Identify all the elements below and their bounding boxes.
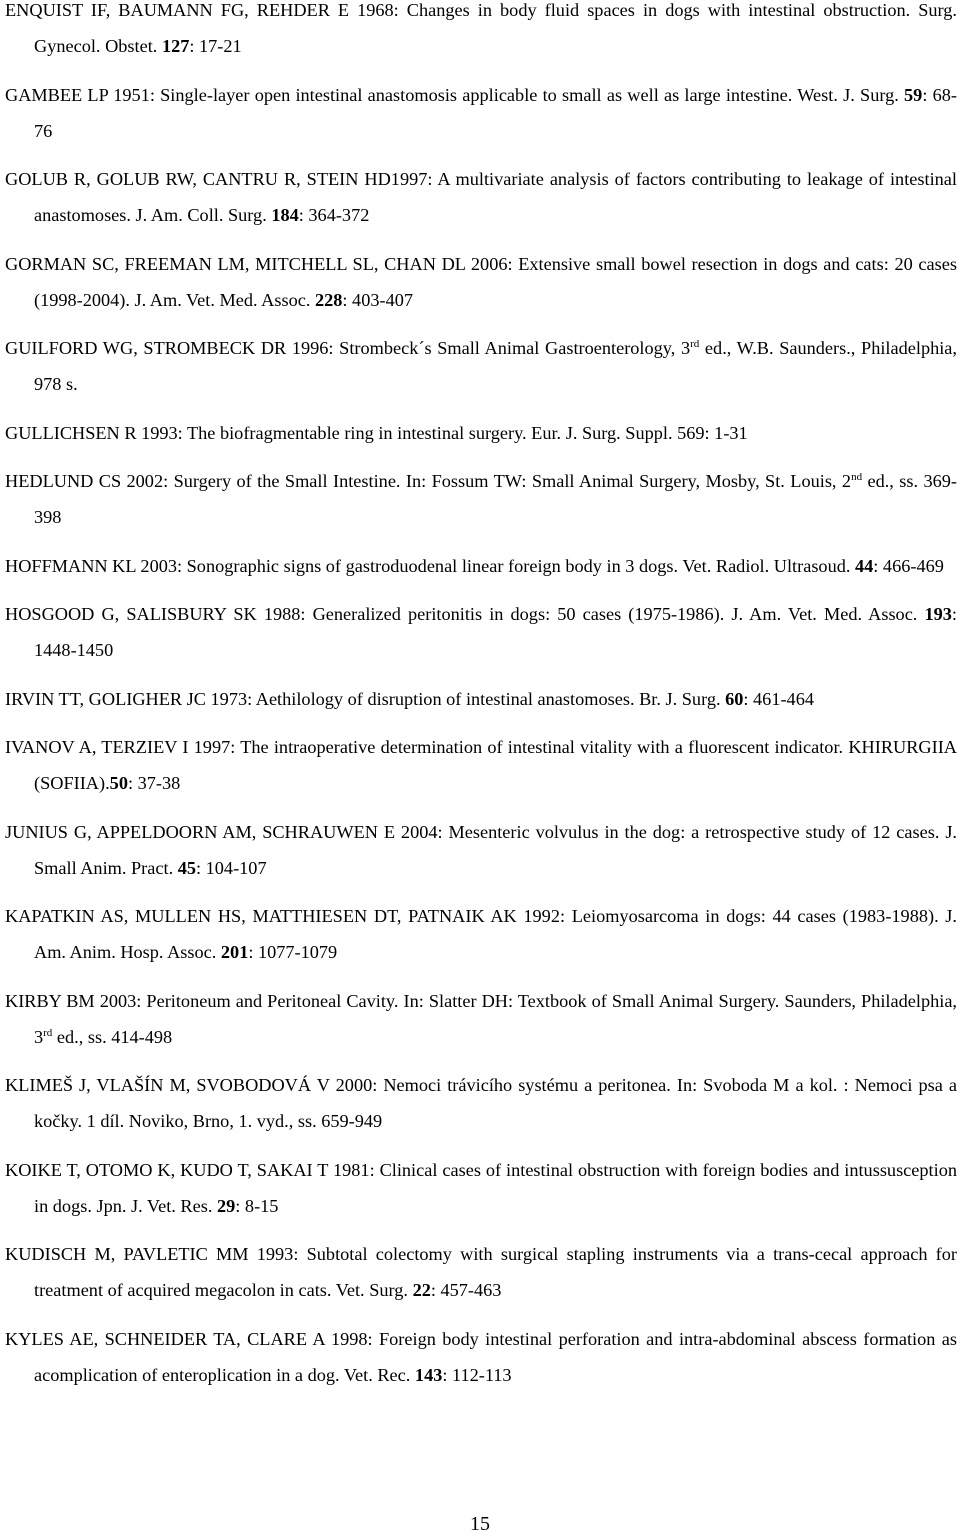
reference-volume: 127	[161, 36, 190, 56]
reference-text: IRVIN TT, GOLIGHER JC 1973: Aethilology of disruption of intestinal anastomoses. Br. J. Surg.	[5, 688, 726, 709]
reference-text: KLIMEŠ J, VLAŠÍN M, SVOBODOVÁ V 2000: Nemoci trávicího systému a peritonea. In: Svoboda M a kol. : Nemoci psa a kočky. 1 díl. Noviko, Brno, 1. vyd., ss. 659-949	[5, 1075, 957, 1131]
reference-superscript: nd	[851, 470, 863, 483]
reference-pages: : 461-464	[743, 688, 814, 709]
reference-junius	[5, 814, 957, 886]
reference-volume: 201	[220, 942, 249, 962]
reference-volume: 22	[412, 1280, 431, 1300]
reference-volume: 184	[271, 205, 299, 225]
reference-text: GUILFORD WG, STROMBECK DR 1996: Strombeck´s Small Animal Gastroenterology, 3	[5, 338, 691, 358]
reference-superscript: rd	[43, 1026, 53, 1039]
reference-pages: : 17-21	[189, 36, 242, 56]
reference-pages: : 1448-1450	[34, 604, 957, 660]
reference-text: KYLES AE, SCHNEIDER TA, CLARE A 1998: Foreign body intestinal perforation and intra-abdominal abscess formation as acomplication of enteroplication in a dog. Vet. Rec.	[5, 1328, 957, 1385]
reference-pages: : 68-76	[34, 84, 957, 141]
reference-klimes	[5, 1067, 957, 1139]
reference-hedlund	[5, 463, 957, 535]
reference-gorman	[5, 246, 957, 318]
reference-guilford	[5, 330, 957, 402]
reference-volume: 44	[855, 555, 874, 576]
reference-text-continued: ed., ss. 369-398	[34, 471, 957, 527]
reference-pages: : 104-107	[196, 857, 267, 878]
reference-gambee	[5, 77, 957, 149]
reference-text: HOFFMANN KL 2003: Sonographic signs of gastroduodenal linear foreign body in 3 dogs. Vet. Radiol. Ultrasoud.	[5, 555, 855, 576]
reference-text: KIRBY BM 2003: Peritoneum and Peritoneal Cavity. In: Slatter DH: Textbook of Small Animal Surgery. Saunders, Philadelphia, 3	[5, 990, 957, 1047]
reference-superscript: rd	[690, 337, 700, 350]
reference-volume: 193	[924, 604, 952, 624]
reference-golub	[5, 161, 957, 233]
reference-gullichsen	[5, 415, 957, 451]
reference-pages: : 364-372	[298, 205, 370, 225]
page-number: 15	[470, 1513, 490, 1535]
reference-text: KAPATKIN AS, MULLEN HS, MATTHIESEN DT, PATNAIK AK 1992: Leiomyosarcoma in dogs: 44 cases (1983-1988). J. Am. Anim. Hosp. Assoc.	[5, 906, 957, 962]
reference-kyles	[5, 1321, 957, 1393]
reference-volume: 29	[217, 1195, 236, 1216]
reference-irvin	[5, 681, 957, 717]
reference-text: ENQUIST IF, BAUMANN FG, REHDER E 1968: Changes in body fluid spaces in dogs with intestinal obstruction. Surg. Gynecol. Obstet.	[5, 0, 957, 56]
reference-kudisch	[5, 1236, 957, 1308]
reference-kirby	[5, 983, 957, 1055]
reference-text: GOLUB R, GOLUB RW, CANTRU R, STEIN HD1997: A multivariate analysis of factors contributing to leakage of intestinal anastomoses. J. Am. Coll. Surg.	[5, 169, 957, 225]
reference-pages: : 403-407	[342, 289, 413, 310]
reference-pages: : 8-15	[235, 1195, 279, 1216]
reference-text: HOSGOOD G, SALISBURY SK 1988: Generalized peritonitis in dogs: 50 cases (1975-1986). J. Am. Vet. Med. Assoc.	[5, 604, 925, 624]
reference-text: JUNIUS G, APPELDOORN AM, SCHRAUWEN E 2004: Mesenteric volvulus in the dog: a retrospective study of 12 cases. J. Small Anim. Pract.	[5, 821, 957, 878]
reference-text: GULLICHSEN R 1993: The biofragmentable ring in intestinal surgery. Eur. J. Surg. Suppl. 569: 1-31	[5, 422, 748, 443]
reference-kapatkin	[5, 898, 957, 970]
reference-volume: 59	[904, 84, 923, 105]
reference-volume: 50	[109, 773, 128, 793]
reference-pages: : 112-113	[442, 1364, 512, 1385]
reference-hosgood	[5, 596, 957, 668]
reference-text-continued: ed., W.B. Saunders., Philadelphia, 978 s.	[34, 338, 957, 394]
reference-pages: : 37-38	[127, 773, 181, 793]
reference-enquist	[5, 0, 957, 64]
reference-text: GORMAN SC, FREEMAN LM, MITCHELL SL, CHAN DL 2006: Extensive small bowel resection in dogs and cats: 20 cases (1998-2004). J. Am. Vet. Med. Assoc.	[5, 253, 957, 310]
reference-text: IVANOV A, TERZIEV I 1997: The intraoperative determination of intestinal vitality with a fluorescent indicator. KHIRURGIIA (SOFIIA).	[5, 737, 957, 793]
reference-volume: 45	[177, 857, 196, 878]
reference-text: KUDISCH M, PAVLETIC MM 1993: Subtotal colectomy with surgical stapling instruments via a trans-cecal approach for treatment of acquired megacolon in cats. Vet. Surg.	[5, 1244, 957, 1300]
reference-pages: : 466-469	[873, 555, 944, 576]
reference-text: HEDLUND CS 2002: Surgery of the Small Intestine. In: Fossum TW: Small Animal Surgery, Mosby, St. Louis, 2	[5, 471, 852, 491]
reference-koike	[5, 1152, 957, 1224]
reference-volume: 228	[314, 289, 343, 310]
reference-text-continued: ed., ss. 414-498	[52, 1026, 173, 1047]
reference-volume: 143	[414, 1364, 443, 1385]
reference-volume: 60	[725, 688, 744, 709]
reference-text: KOIKE T, OTOMO K, KUDO T, SAKAI T 1981: Clinical cases of intestinal obstruction with foreign bodies and intussusception in dogs. Jpn. J. Vet. Res.	[5, 1159, 957, 1216]
reference-pages: : 1077-1079	[248, 942, 338, 962]
reference-ivanov	[5, 729, 957, 801]
reference-text: GAMBEE LP 1951: Single-layer open intestinal anastomosis applicable to small as well as large intestine. West. J. Surg.	[5, 84, 905, 105]
reference-hoffmann	[5, 548, 957, 584]
reference-list	[5, 0, 957, 1405]
reference-pages: : 457-463	[430, 1280, 502, 1300]
